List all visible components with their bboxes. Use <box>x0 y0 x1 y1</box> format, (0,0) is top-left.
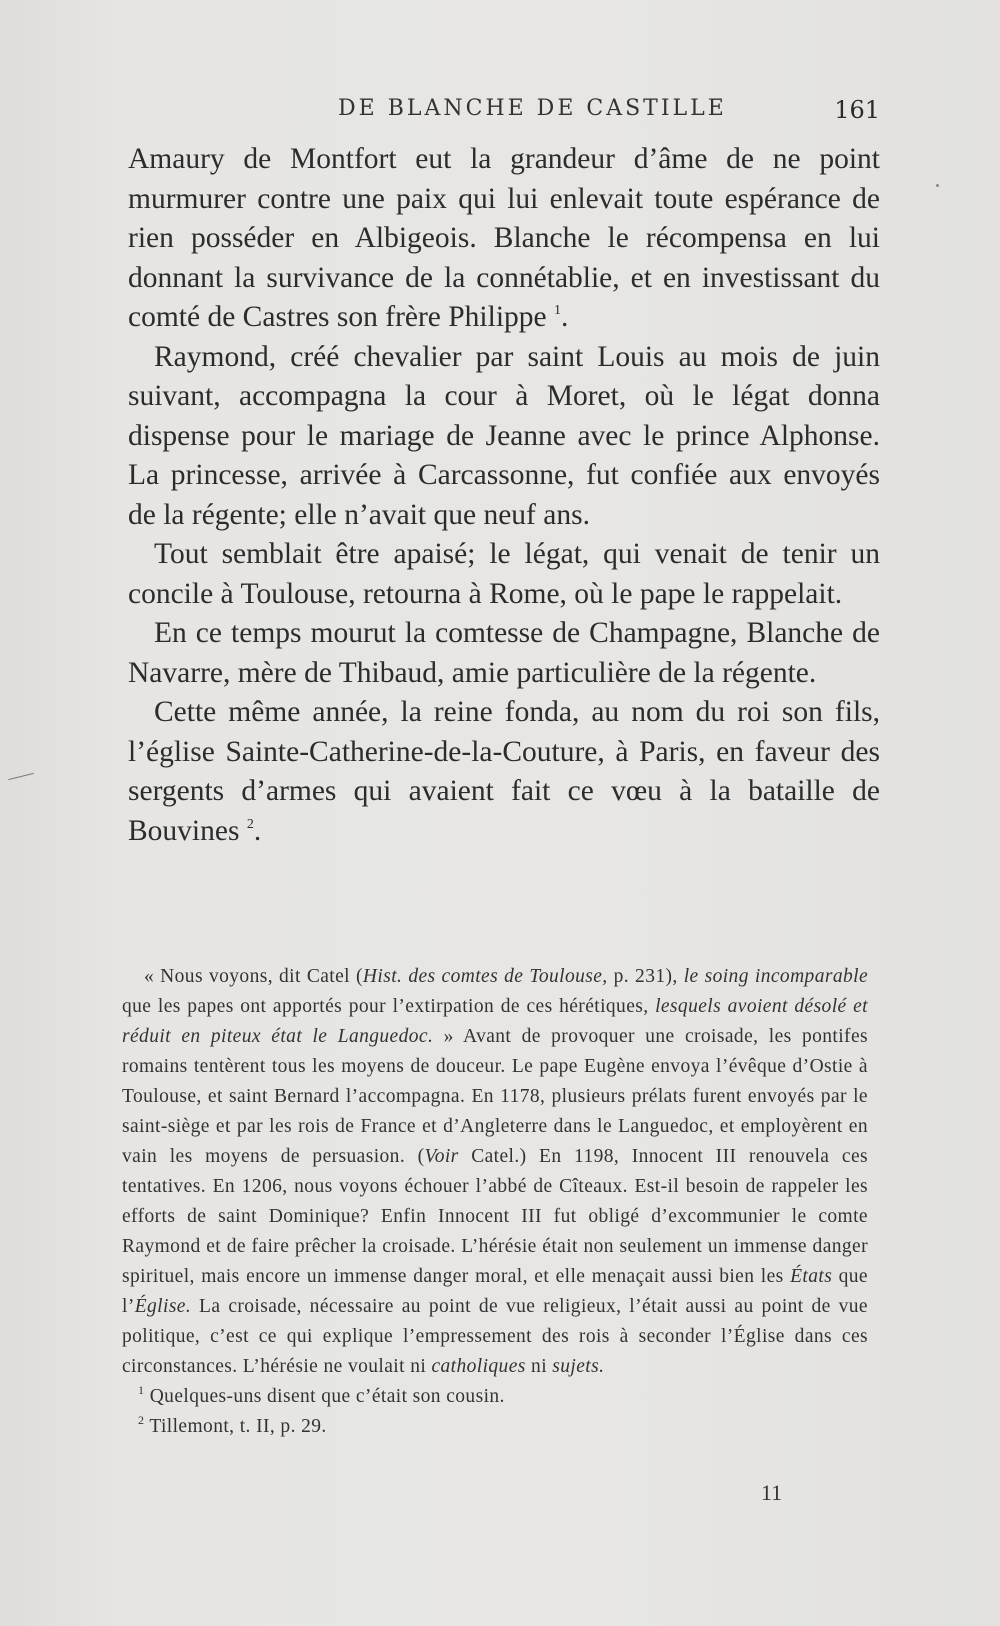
paragraph: Amaury de Montfort eut la grandeur d’âme de ne point murmurer contre une paix qui lui enlevait toute espérance de rien posséder en Albigeois. Blanche le récompensa en lui donnant la survivance de la connétablie, et en investissant du comté de Castres son frère Philippe $^1$. <box>128 143 880 333</box>
main-note: « Nous voyons, dit Catel (Hist. des comtes de Toulouse, p. 231), le soing incomparable que les papes ont apportés pour l’extirpation de ces hérétiques, lesquels avoient désolé et réduit en piteux état le Languedoc. » Avant de provoquer une croisade, les pontifes romains tentèrent tous les moyens de douceur. Le pape Eugène envoya l’évêque d’Ostie à Toulouse, et saint Bernard l’accompagna. En 1178, plusieurs prélats furent envoyés par le saint-siège et par les rois de France et d’Angleterre dans le Languedoc, et employèrent en vain les moyens de persuasion. (Voir Catel.) En 1198, Innocent III renouvela ces tentatives. En 1206, nous voyons échouer l’abbé de Cîteaux. Est-il besoin de rappeler les efforts de saint Dominique? Enfin Innocent III fut obligé d’excommunier le comte Raymond et de faire prêcher la croisade. L’hérésie était non seulement un immense danger spirituel, mais encore un immense danger moral, et elle menaçait aussi bien les États que l’Église. La croisade, nécessaire au point de vue religieux, l’était aussi au point de vue politique, c’est ce qui explique l’empressement des rois à seconder l’Église dans ces circonstances. L’hérésie ne voulait ni catholiques ni sujets. <box>122 966 869 1377</box>
main-text <box>128 140 880 851</box>
footnote-ref: 1 <box>554 303 561 318</box>
paragraph: Raymond, créé chevalier par saint Louis au mois de juin suivant, accompagna la cour à Moret, où le légat donna dispense pour le mariage de Jeanne avec le prince Alphonse. La princesse, arrivée à Carcassonne, fut confiée aux envoyés de la régente; elle n’avait que neuf ans. <box>128 340 880 531</box>
paragraph: Cette même année, la reine fonda, au nom du roi son fils, l’église Sainte-Catherine-de-la-Couture, à Paris, en faveur des sergents d’armes qui avaient fait ce vœu à la bataille de Bouvines $^2$. <box>128 696 880 847</box>
paragraph: En ce temps mourut la comtesse de Champagne, Blanche de Navarre, mère de Thibaud, amie particulière de la régente. <box>128 617 880 689</box>
running-title: DE BLANCHE DE CASTILLE <box>338 96 727 121</box>
footnote: $^1$ Quelques-uns disent que c’était son cousin. <box>138 1383 505 1407</box>
page-number: 161 <box>834 96 880 124</box>
footnote-mark: 2 <box>138 1413 145 1427</box>
paper-speck <box>936 184 939 187</box>
footnote-mark: 1 <box>138 1383 145 1397</box>
running-header <box>128 96 880 130</box>
notes-section <box>122 962 868 1442</box>
signature-mark: 11 <box>761 1480 783 1505</box>
paragraph: Tout semblait être apaisé; le légat, qui venait de tenir un concile à Toulouse, retourna à Rome, où le pape le rappelait. <box>128 538 880 610</box>
footnote-ref: 2 <box>246 816 254 832</box>
margin-pencil-mark <box>8 773 33 780</box>
footnote: $^2$ Tillemont, t. II, p. 29. <box>138 1413 327 1437</box>
